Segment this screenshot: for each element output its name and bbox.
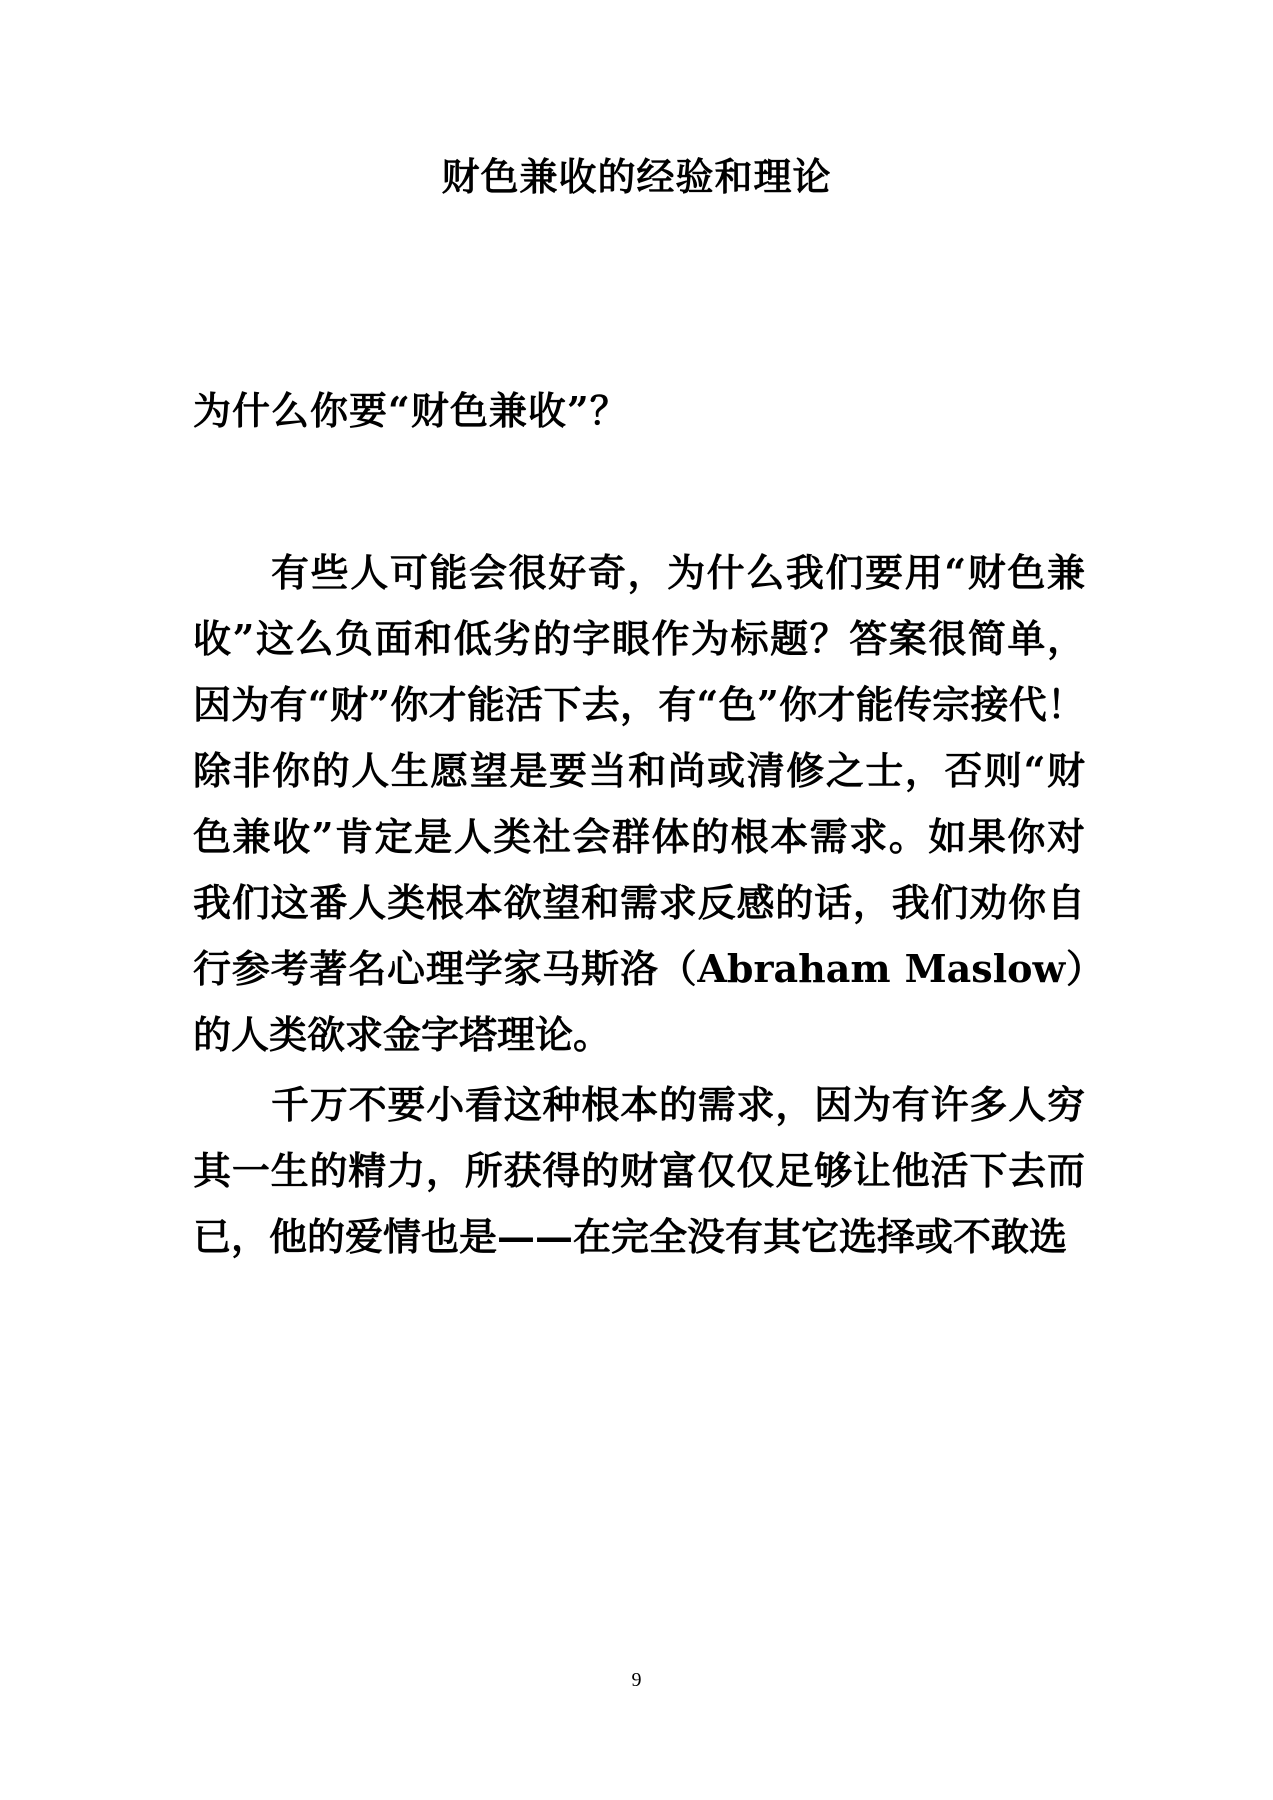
page-number: 9 <box>631 1669 642 1691</box>
document-title: 财色兼收的经验和理论 <box>441 154 832 199</box>
body-text <box>193 540 1085 1274</box>
paragraph: 有些人可能会很好奇，为什么我们要用“财色兼收”这么负面和低劣的字眼作为标题？答案很简单，因为有“财”你才能活下去，有“色”你才能传宗接代！除非你的人生愿望是要当和尚或清修之士，否则“财色兼收”肯定是人类社会群体的根本需求。如果你对我们这番人类根本欲望和需求反感的话，我们劝你自行参考著名心理学家马斯洛（Abraham Maslow）的人类欲求金字塔理论。 <box>193 550 1085 1057</box>
paragraph: 千万不要小看这种根本的需求，因为有许多人穷其一生的精力，所获得的财富仅仅足够让他活下去而已，他的爱情也是——在完全没有其它选择或不敢选 <box>193 1082 1085 1259</box>
section-heading: 为什么你要“财色兼收”？ <box>193 388 629 433</box>
